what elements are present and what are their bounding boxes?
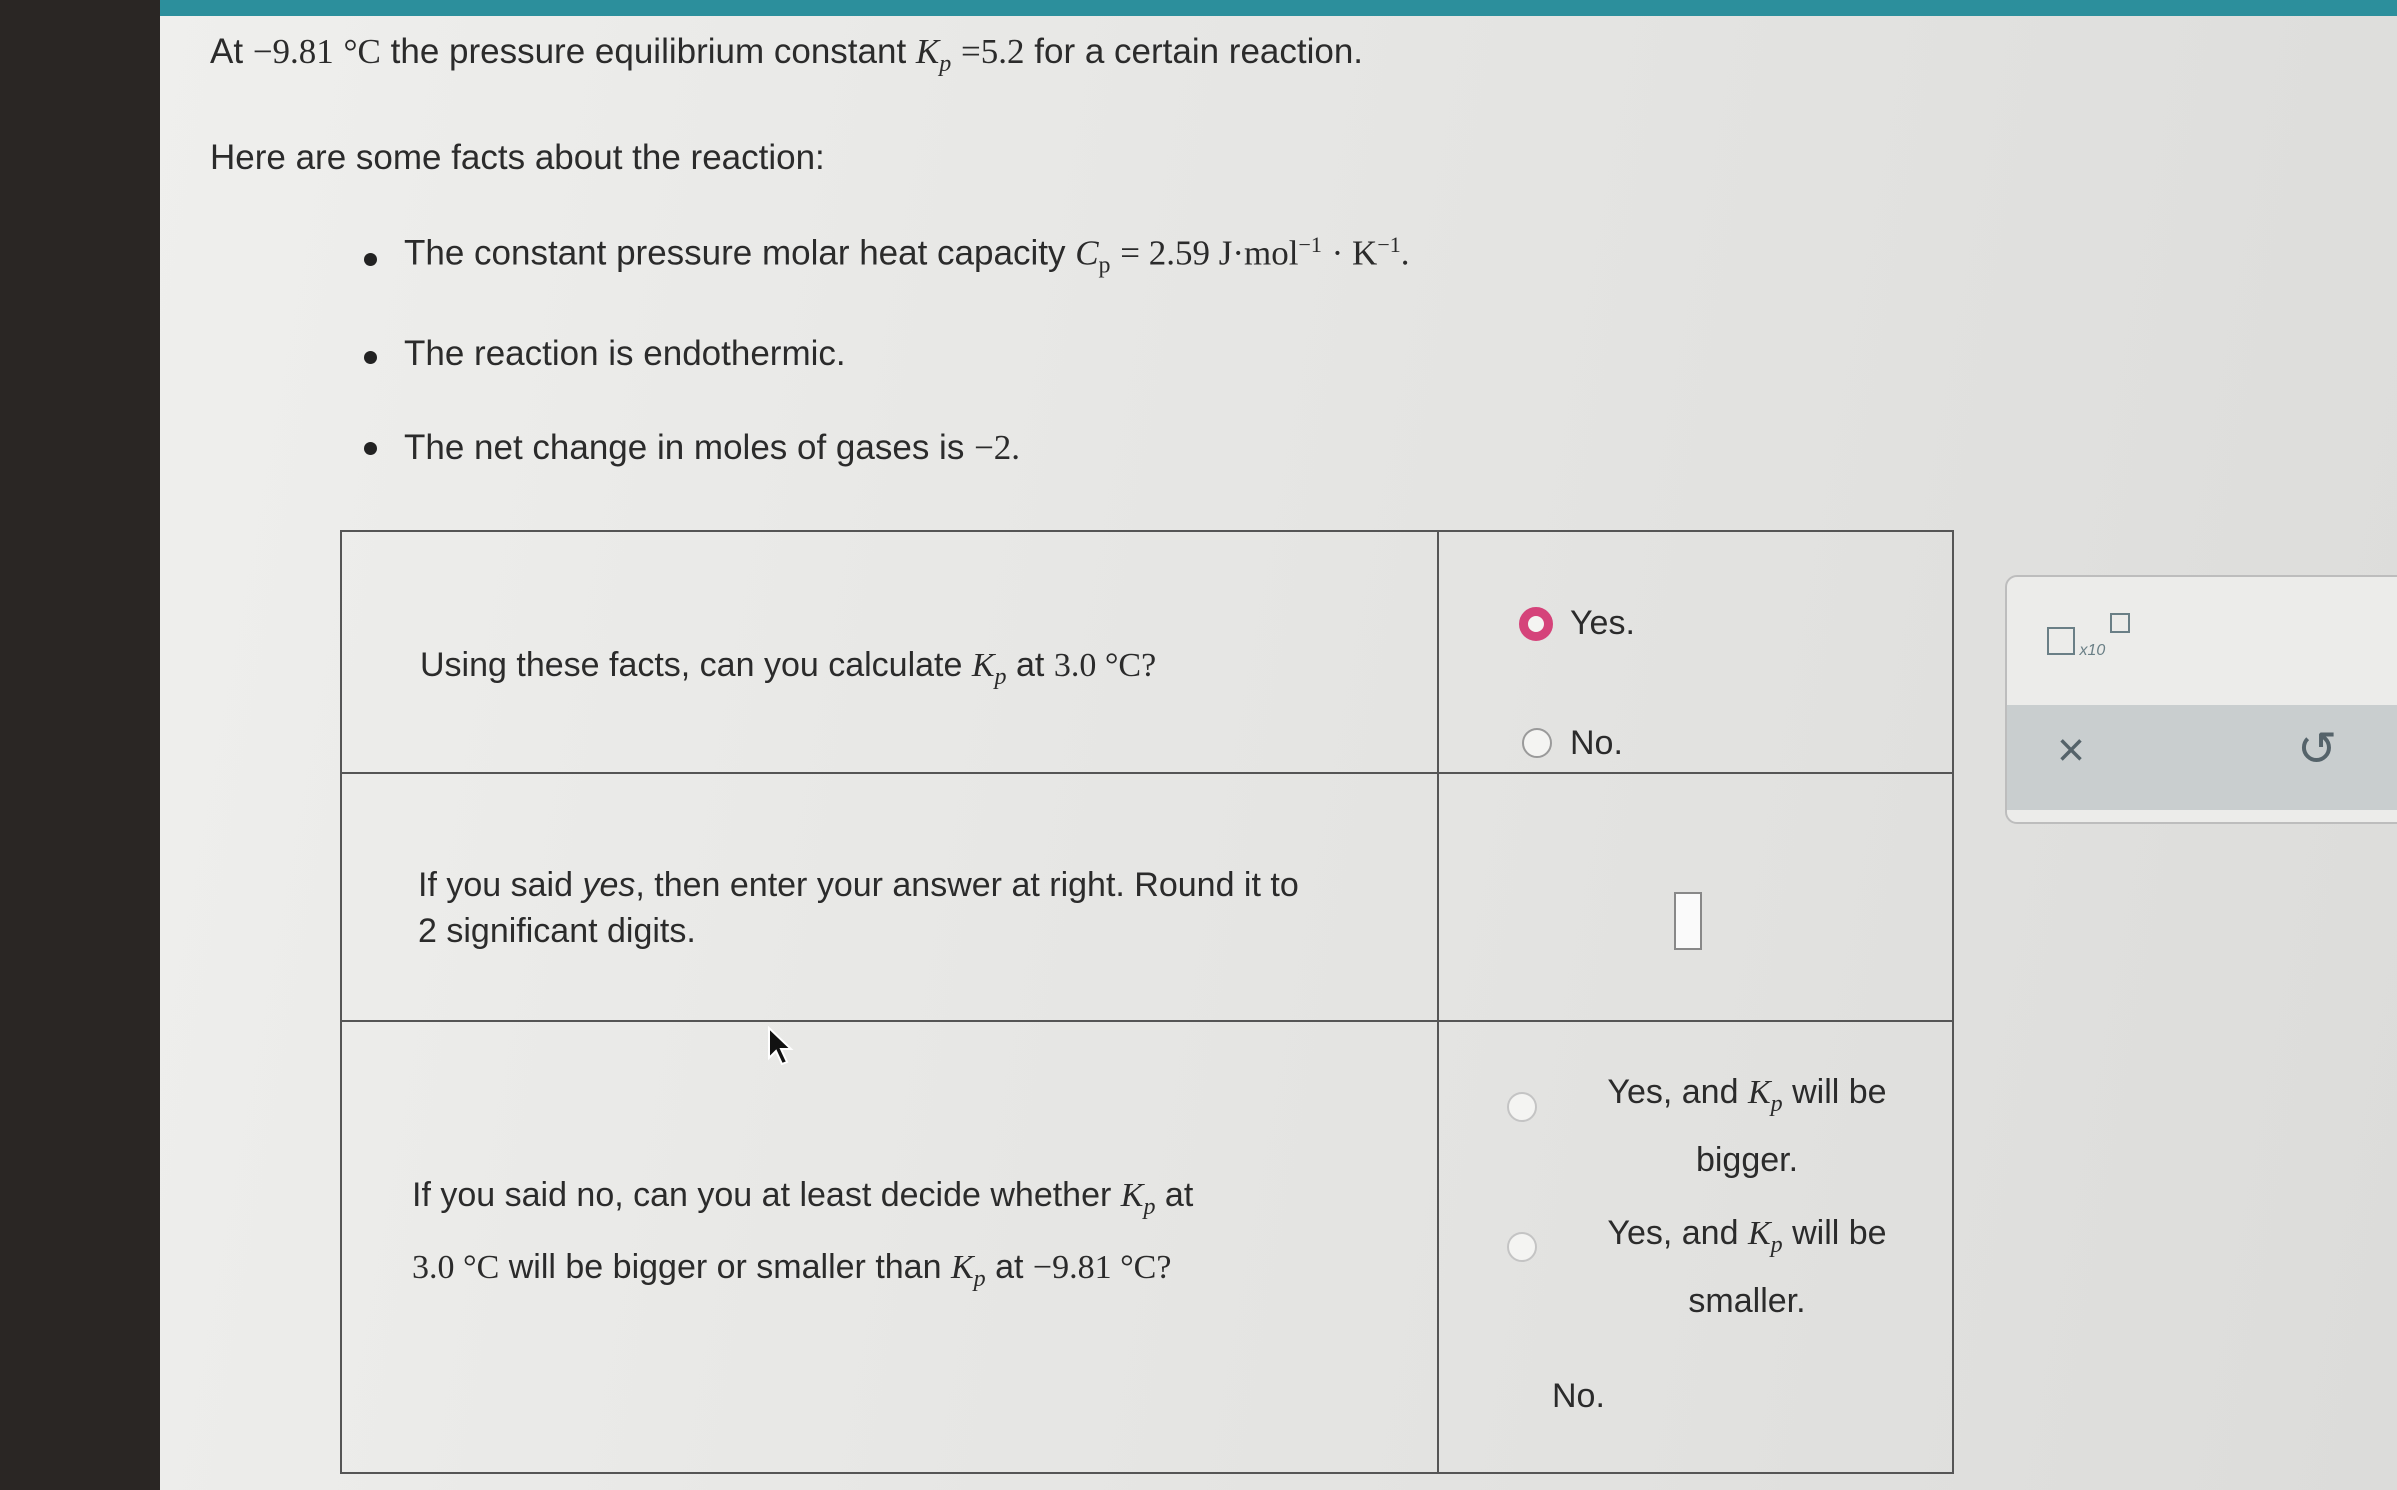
row2-line1 (418, 862, 1299, 908)
fact-exp-2: −1 (1377, 232, 1401, 257)
intro-k-subscript: p (939, 51, 952, 77)
fact-c-subscript: p (1098, 252, 1111, 279)
row2-line2: 2 significant digits. (418, 912, 696, 950)
bigger-option-label[interactable] (1582, 1064, 1912, 1188)
row3-line2-mid: will be bigger or smaller than (508, 1247, 942, 1286)
fact-unit-k: · K (1331, 233, 1378, 273)
intro-temp-value: −9.81 (252, 32, 334, 71)
row1-k-symbol: K (971, 647, 995, 684)
row2-line1-em: yes (582, 866, 636, 904)
fact-end-period: . (1400, 233, 1410, 273)
bullet-dot (364, 442, 377, 455)
row2-line1-post: , then enter your answer at right. Round it to (635, 866, 1299, 904)
facts-heading: Here are some facts about the reaction: (210, 138, 825, 177)
row1-temp: 3.0 °C? (1053, 647, 1157, 684)
bigger-radio[interactable] (1507, 1092, 1537, 1122)
mouse-cursor-icon (767, 1026, 795, 1068)
row1-k-subscript: p (994, 663, 1007, 690)
bigger-option-pre: Yes, and (1607, 1073, 1739, 1111)
intro-mid: the pressure equilibrium constant (390, 32, 907, 71)
fact-heat-capacity-value: = 2.59 J·mol (1120, 233, 1299, 273)
bigger-k-symbol: K (1747, 1074, 1771, 1111)
row3-k-subscript: p (1143, 1193, 1156, 1220)
smaller-option-pre: Yes, and (1607, 1214, 1739, 1252)
intro-pre: At (210, 32, 244, 71)
row3-k-symbol: K (1120, 1177, 1144, 1214)
answer-tools-panel (2005, 575, 2397, 824)
exponent-box-icon (2110, 613, 2130, 633)
scientific-notation-button[interactable] (2047, 627, 2130, 660)
no-decide-option-label[interactable]: No. (1552, 1377, 1605, 1415)
row1-question (420, 642, 1156, 700)
x10-label: x10 (2079, 642, 2106, 659)
intro-k-value: =5.2 (961, 32, 1025, 71)
fact-endothermic: The reaction is endothermic. (404, 334, 846, 373)
smaller-radio[interactable] (1507, 1232, 1537, 1262)
bigger-option-line2: bigger. (1695, 1140, 1799, 1179)
fact-moles-gases (404, 428, 1020, 468)
top-accent-strip (160, 0, 2397, 16)
fact-exp-1: −1 (1298, 232, 1322, 257)
row3-temp1: 3.0 °C (412, 1248, 500, 1286)
row3-temp2: −9.81 °C? (1032, 1248, 1172, 1286)
intro-line (210, 32, 1363, 78)
undo-icon[interactable]: ↺ (2297, 723, 2338, 776)
row3-line1-text: If you said no, can you at least decide whether (412, 1176, 1112, 1214)
smaller-option-line2: smaller. (1688, 1281, 1806, 1320)
row3-k2-subscript: p (973, 1265, 986, 1292)
bullet-dot (364, 253, 377, 266)
row3-line1 (412, 1172, 1193, 1230)
clear-icon[interactable]: × (2057, 724, 2086, 777)
row3-line2 (412, 1244, 1193, 1302)
row1-question-text: Using these facts, can you calculate (420, 646, 963, 684)
fact-moles-text: The net change in moles of gases is (404, 428, 965, 467)
mantissa-box-icon (2047, 627, 2075, 655)
row3-question (412, 1172, 1193, 1302)
tools-bar (2007, 705, 2397, 810)
row-divider (342, 772, 1952, 774)
column-divider (1437, 532, 1439, 1472)
no-radio[interactable] (1522, 728, 1552, 758)
row2-line1-pre: If you said (418, 866, 573, 904)
intro-k-symbol: K (915, 32, 940, 71)
no-option-label[interactable]: No. (1570, 724, 1623, 762)
row3-k2-symbol: K (950, 1248, 974, 1286)
answer-input[interactable] (1674, 892, 1702, 950)
question-table (340, 530, 1954, 1474)
fact-heat-capacity-text: The constant pressure molar heat capacity (404, 233, 1066, 273)
smaller-option-label[interactable] (1582, 1205, 1912, 1329)
yes-radio-selected[interactable] (1519, 607, 1553, 641)
fact-heat-capacity (404, 232, 1410, 280)
smaller-k-symbol: K (1747, 1215, 1771, 1252)
row-divider (342, 1020, 1952, 1022)
row1-at: at (1016, 646, 1045, 684)
intro-post: for a certain reaction. (1034, 32, 1364, 71)
row2-instruction (418, 862, 1299, 954)
fact-c-symbol: C (1075, 233, 1099, 273)
row3-at: at (1164, 1176, 1194, 1214)
yes-option-label[interactable]: Yes. (1570, 604, 1635, 642)
bullet-dot (364, 351, 377, 364)
bigger-k-subscript: p (1770, 1090, 1783, 1117)
smaller-option-post: will be (1792, 1214, 1887, 1252)
bigger-option-post: will be (1792, 1073, 1887, 1111)
intro-temp-unit: °C (343, 32, 381, 71)
fact-moles-value: −2. (974, 428, 1021, 467)
row3-at2: at (995, 1247, 1024, 1286)
smaller-k-subscript: p (1770, 1231, 1783, 1258)
